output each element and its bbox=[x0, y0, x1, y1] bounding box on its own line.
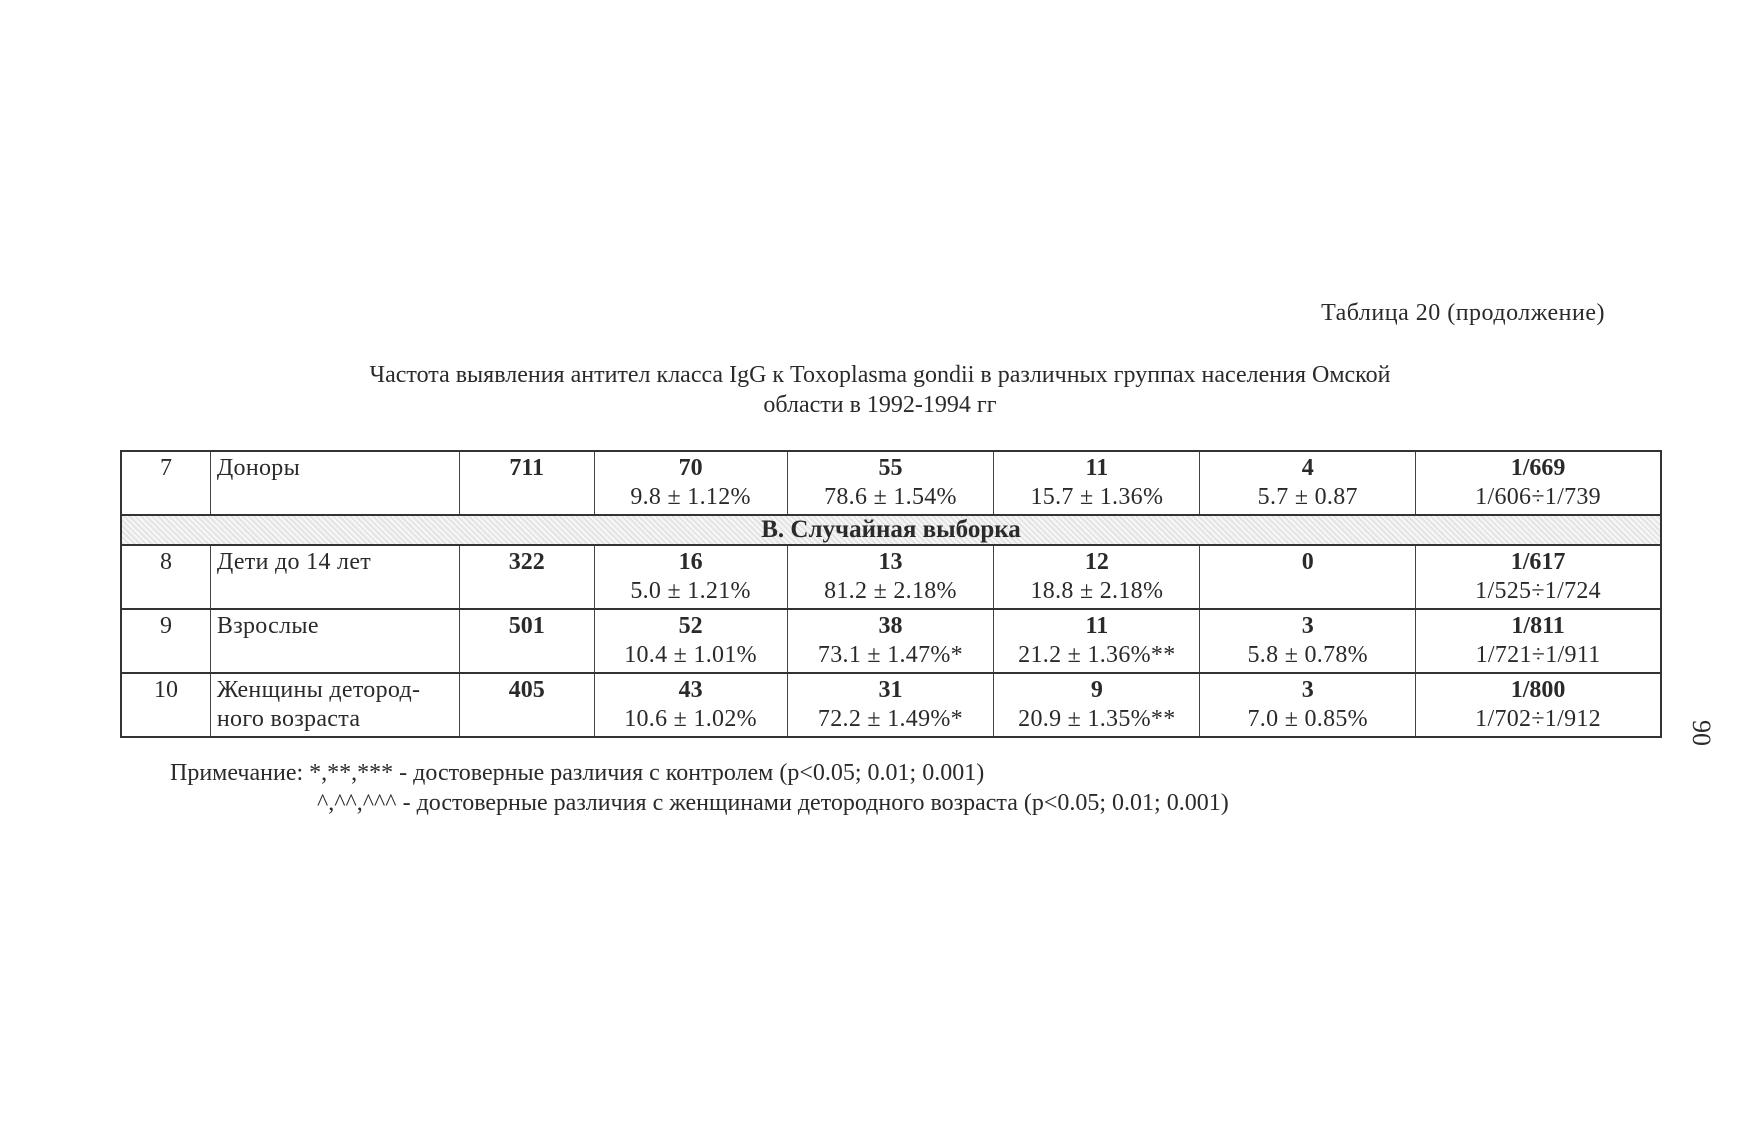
stat-cell: 13 81.2 ± 2.18% bbox=[787, 545, 994, 609]
stat-cell: 9 20.9 ± 1.35%** bbox=[994, 673, 1200, 737]
stat-cell: 1/669 1/606÷1/739 bbox=[1416, 451, 1661, 515]
stat-cell: 16 5.0 ± 1.21% bbox=[594, 545, 787, 609]
total-count: 322 bbox=[459, 545, 594, 609]
title-line-2: области в 1992-1994 гг bbox=[763, 392, 997, 418]
stat-cell: 31 72.2 ± 1.49%* bbox=[787, 673, 994, 737]
group-name: Доноры bbox=[210, 451, 459, 515]
footnote-line-2: ^,^^,^^^ - достоверные различия с женщинами детородного возраста (р<0.05; 0.01; 0.001) bbox=[317, 790, 1229, 816]
row-number: 7 bbox=[121, 451, 210, 515]
stat-cell: 70 9.8 ± 1.12% bbox=[594, 451, 787, 515]
section-title: В. Случайная выборка bbox=[121, 515, 1661, 545]
stat-cell: 4 5.7 ± 0.87 bbox=[1200, 451, 1416, 515]
stat-cell: 1/811 1/721÷1/911 bbox=[1416, 609, 1661, 673]
stat-cell: 0 bbox=[1200, 545, 1416, 609]
title-line-1: Частота выявления антител класса IgG к Toxoplasma gondii в различных группах населения Омской bbox=[369, 362, 1391, 388]
total-count: 711 bbox=[459, 451, 594, 515]
stat-cell: 55 78.6 ± 1.54% bbox=[787, 451, 994, 515]
table-row bbox=[121, 451, 1661, 515]
total-count: 501 bbox=[459, 609, 594, 673]
group-name: Взрослые bbox=[210, 609, 459, 673]
stat-cell: 52 10.4 ± 1.01% bbox=[594, 609, 787, 673]
stat-cell: 1/800 1/702÷1/912 bbox=[1416, 673, 1661, 737]
group-name: Дети до 14 лет bbox=[210, 545, 459, 609]
stat-cell: 1/617 1/525÷1/724 bbox=[1416, 545, 1661, 609]
section-header-row bbox=[121, 515, 1661, 545]
page-number: 90 bbox=[1687, 720, 1716, 746]
table-row bbox=[121, 609, 1661, 673]
stat-cell: 43 10.6 ± 1.02% bbox=[594, 673, 787, 737]
table-title bbox=[230, 360, 1530, 420]
footnote-line-1: Примечание: *,**,*** - достоверные различия с контролем (р<0.05; 0.01; 0.001) bbox=[170, 760, 985, 786]
table-row bbox=[121, 673, 1661, 737]
total-count: 405 bbox=[459, 673, 594, 737]
row-number: 8 bbox=[121, 545, 210, 609]
stat-cell: 12 18.8 ± 2.18% bbox=[994, 545, 1200, 609]
stat-cell: 11 21.2 ± 1.36%** bbox=[994, 609, 1200, 673]
stat-cell: 38 73.1 ± 1.47%* bbox=[787, 609, 994, 673]
row-number: 10 bbox=[121, 673, 210, 737]
stat-cell: 3 7.0 ± 0.85% bbox=[1200, 673, 1416, 737]
stat-cell: 3 5.8 ± 0.78% bbox=[1200, 609, 1416, 673]
table-row bbox=[121, 545, 1661, 609]
stat-cell: 11 15.7 ± 1.36% bbox=[994, 451, 1200, 515]
table-label: Таблица 20 (продолжение) bbox=[1321, 300, 1605, 326]
data-table bbox=[120, 450, 1662, 738]
group-name: Женщины детород- ного возраста bbox=[210, 673, 459, 737]
row-number: 9 bbox=[121, 609, 210, 673]
